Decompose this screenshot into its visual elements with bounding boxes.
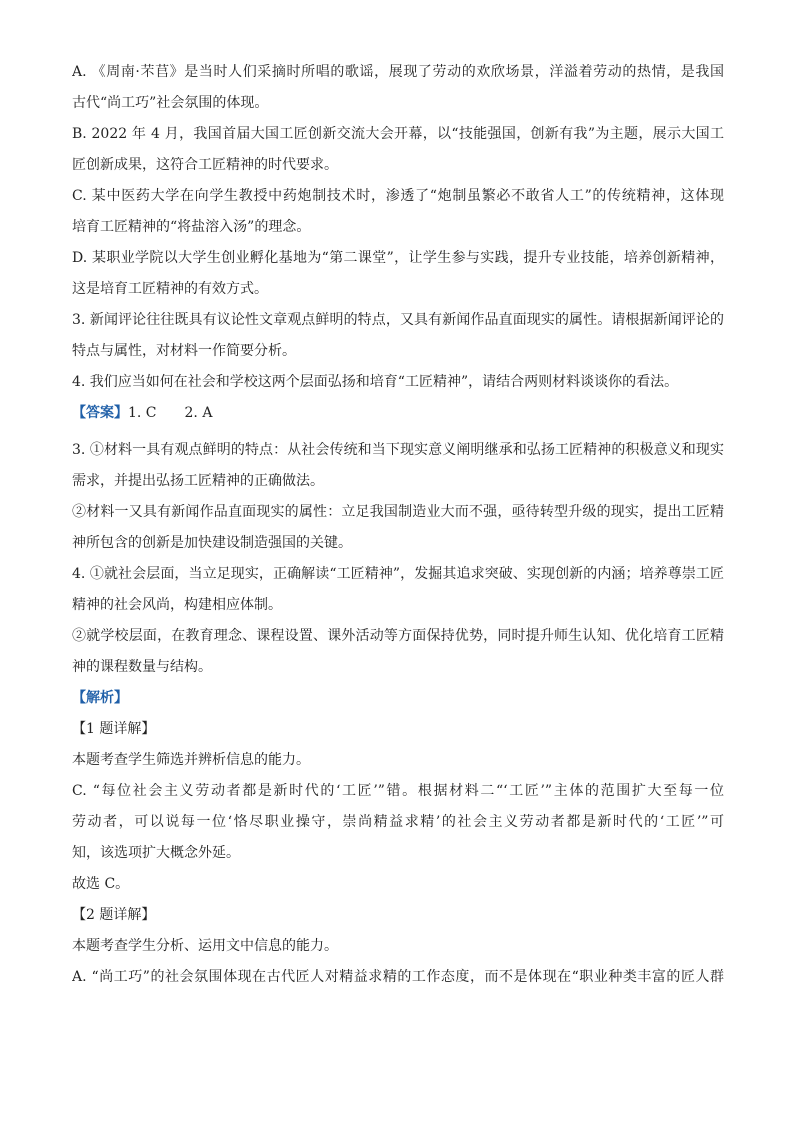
- option-a-line-2: 古代“尚工巧”社会氛围的体现。: [72, 95, 269, 111]
- answer-tag: 【答案】: [72, 405, 128, 421]
- option-c-line-2: 培育工匠精神的“将盐溶入汤”的理念。: [72, 219, 311, 235]
- answer-4-1-line-1: 4. ①就社会层面，当立足现实，正确解读“工匠精神”，发掘其追求突破、实现创新的内涵；培养尊崇工匠: [72, 566, 724, 582]
- answer-4-1-line-2: 精神的社会风尚，构建相应体制。: [72, 597, 282, 613]
- answer-3-2-line-2: 神所包含的创新是加快建设制造强国的关键。: [72, 535, 352, 551]
- q1-intro: 本题考查学生筛选并辨析信息的能力。: [72, 752, 310, 768]
- analysis-row: [72, 688, 724, 708]
- option-c: [72, 186, 724, 237]
- option-d-line-2: 这是培育工匠精神的有效方式。: [72, 281, 268, 297]
- document-page: [72, 62, 724, 998]
- option-a: [72, 62, 724, 113]
- q2-intro: 本题考查学生分析、运用文中信息的能力。: [72, 938, 338, 954]
- q1-line-2: 劳动者，可以说每一位‘恪尽职业操守，崇尚精益求精’的社会主义劳动者都是新时代的‘工匠’”可: [72, 814, 724, 830]
- option-b-line-2: 匠创新成果，这符合工匠精神的时代要求。: [72, 157, 338, 173]
- answer-3-2: [72, 502, 724, 553]
- answer-4-2: [72, 626, 724, 677]
- q2-heading: 【2 题详解】: [72, 907, 156, 923]
- q1-line-3: 知，该选项扩大概念外延。: [72, 845, 240, 861]
- answer-row: [72, 403, 724, 423]
- answer-3-1: [72, 440, 724, 491]
- question-3-line-1: 3. 新闻评论往往既具有议论性文章观点鲜明的特点，又具有新闻作品直面现实的属性。请根据新闻评论的: [72, 312, 724, 328]
- answer-4-1: [72, 564, 724, 615]
- answer-4-2-line-1: ②就学校层面，在教育理念、课程设置、课外活动等方面保持优势，同时提升师生认知、优化培育工匠精: [72, 628, 724, 644]
- answer-3-1-line-1: 3. ①材料一具有观点鲜明的特点：从社会传统和当下现实意义阐明继承和弘扬工匠精神的积极意义和现实: [72, 442, 724, 458]
- option-c-line-1: C. 某中医药大学在向学生教授中药炮制技术时，渗透了“炮制虽繁必不敢省人工”的传统精神，这体现: [72, 188, 724, 204]
- q1-heading: 【1 题详解】: [72, 721, 156, 737]
- question-3: [72, 310, 724, 361]
- option-a-line-1: A. 《周南·芣苢》是当时人们采摘时所唱的歌谣，展现了劳动的欢欣场景，洋溢着劳动的热情，是我国: [72, 64, 724, 80]
- q2-line-1: A. “尚工巧”的社会氛围体现在古代匠人对精益求精的工作态度，而不是体现在“职业种类丰富的匠人群: [72, 969, 724, 985]
- q1-line-1: C. “每位社会主义劳动者都是新时代的‘工匠’”错。根据材料二“‘工匠’”主体的范围扩大至每一位: [72, 783, 724, 799]
- option-b: [72, 124, 724, 175]
- q1-conclusion: 故选 C。: [72, 876, 130, 892]
- question-4: [72, 372, 724, 392]
- question-3-line-2: 特点与属性，对材料一作简要分析。: [72, 343, 296, 359]
- option-d: [72, 248, 724, 299]
- analysis-tag: 【解析】: [72, 690, 128, 706]
- option-b-line-1: B. 2022 年 4 月，我国首届大国工匠创新交流大会开幕，以“技能强国，创新有我”为主题，展示大国工: [72, 126, 724, 142]
- answer-4-2-line-2: 神的课程数量与结构。: [72, 659, 212, 675]
- answer-text: 1. C 2. A: [128, 405, 213, 421]
- option-d-line-1: D. 某职业学院以大学生创业孵化基地为“第二课堂”，让学生参与实践，提升专业技能，培养创新精神，: [72, 250, 724, 266]
- answer-3-1-line-2: 需求，并提出弘扬工匠精神的正确做法。: [72, 473, 324, 489]
- question-4-line-1: 4. 我们应当如何在社会和学校这两个层面弘扬和培育“工匠精神”，请结合两则材料谈谈你的看法。: [72, 374, 679, 390]
- answer-3-2-line-1: ②材料一又具有新闻作品直面现实的属性：立足我国制造业大而不强，亟待转型升级的现实，提出工匠精: [72, 504, 724, 520]
